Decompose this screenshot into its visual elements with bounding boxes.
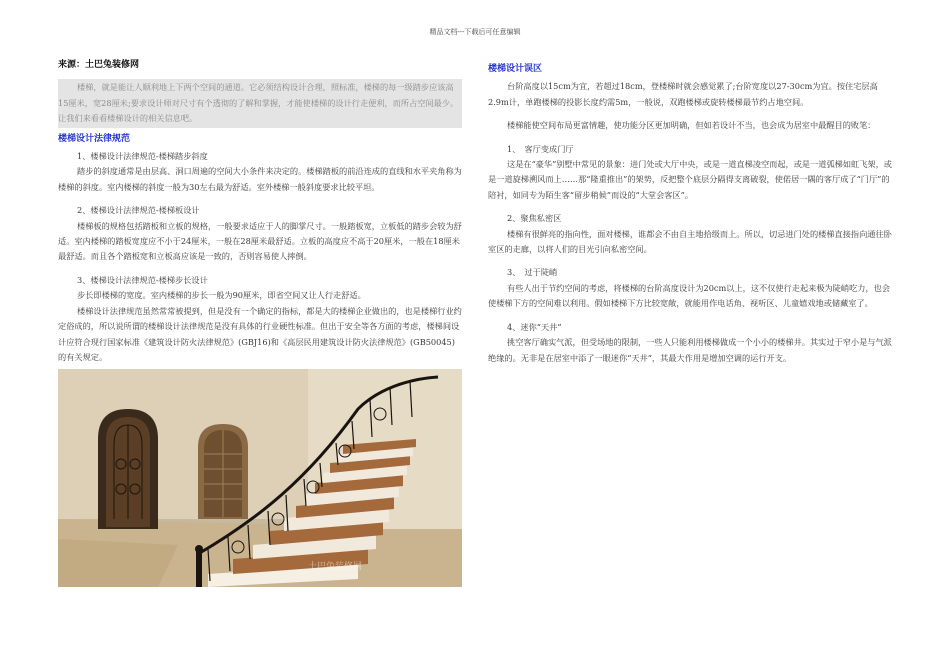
subsection-body-1: 踏步的斜度通常是由层高、洞口周遍的空间大小条件来决定的。楼梯踏板的前沿连成的直线和水平夹角称为楼梯的斜度。室内楼梯的斜度一般为30左右最为舒适。室外楼梯一般斜度要求比较平坦。 xyxy=(58,166,462,192)
mistake-title-3: 3、 过于陡峭 xyxy=(507,267,558,278)
subsection-body-3a: 步长即楼梯的宽度。室内楼梯的步长一般为90厘米，即省空间又让人行走舒适。 xyxy=(77,290,366,301)
subsection-title-2: 2、楼梯设计法律规范-楼梯板设计 xyxy=(77,205,200,216)
mistake-body-4: 挑空客厅确实气派，但受场地的限制，一些人只能利用楼梯做成一个小小的楼梯井。其实过于窄小是与气派绝缘的。无非是在居室中添了一眼迷你“天井”，其最大作用是增加空调的运行开支。 xyxy=(488,337,892,363)
subsection-title-1: 1、楼梯设计法律规范-楼梯踏步斜度 xyxy=(77,151,208,162)
mistakes-paragraph-1: 台阶高度以15cm为宜，若超过18cm，登楼梯时就会感觉累了;台阶宽度以27-30cm为宜。按住宅层高2.9m计，单跑楼梯的投影长度约需5m，一般说，双跑楼梯或旋转楼梯最节约占地空间。 xyxy=(488,81,878,107)
intro-paragraph: 楼梯，就是能让人顺利地上下两个空间的通道。它必须结构设计合理，照标准，楼梯的每一级踏步应该高15厘米，宽28厘米;要求设计师对尺寸有个透彻的了解和掌握，才能使楼梯的设计行走便利，而所占空间最少。让我们来看看楼梯设计的相关信息吧。 xyxy=(58,79,462,127)
subsection-body-2: 楼梯板的规格包括踏板和立板的规格，一般要求适应于人的脚掌尺寸。一般踏板宽，立板低的踏步会较为舒适。室内楼梯的踏板宽度应不小于24厘米，一般在28厘米最舒适。立板的高度应不高于20厘米，一般在18厘米最舒适。而且各个踏板宽和立板高应该是一致的，否则容易使人摔倒。 xyxy=(58,220,462,262)
mistake-title-1: 1、 客厅变成门厅 xyxy=(507,143,574,154)
section-heading-mistakes: 楼梯设计误区 xyxy=(488,64,543,74)
left-column xyxy=(58,58,462,587)
staircase-photo xyxy=(58,369,462,587)
right-column xyxy=(488,58,892,366)
subsection-title-3: 3、楼梯设计法律规范-楼梯步长设计 xyxy=(77,274,208,285)
mistake-body-1: 这是在“豪华”别墅中常见的景象：进门处或大厅中央，或是一道直梯凌空而起，或是一道弧梯如虹飞架，或是一道旋梯溯风而上……那“隆重推出”的架势，反把整个底层分隔得支离破裂，使偌居一隅的客厅成了“门厅”的陪衬，如同专为陌生客“留步稍候”而设的“大堂会客区”。 xyxy=(488,159,892,200)
mistakes-paragraph-2: 楼梯能使空间布局更富情趣，使功能分区更加明确，但如若设计不当，也会成为居室中最醒目的败笔： xyxy=(507,120,876,131)
photo-watermark: 土巴兔装修网 xyxy=(308,562,363,573)
section-heading-regulations: 楼梯设计法律规范 xyxy=(58,133,131,144)
staircase-illustration xyxy=(58,369,462,587)
subsection-body-3b: 楼梯设计法律规范虽然常常被提到，但是没有一个确定的指标，都是大的楼梯企业做出的，也是楼梯行业约定俗成的，所以说所谓的楼梯设计法律规范是没有具体的行业硬性标准。但出于安全等各方面的考虑，楼梯间设计应符合现行国家标准《建筑设计防火法律规范》(GBJ16)和《高层民用建筑设计防火法律规范》(GB50045)的有关规定。 xyxy=(58,305,462,362)
mistake-body-2: 楼梯有很鲜亮的指向性，面对楼梯，谁都会不由自主地拾级而上。所以，切忌进门处的楼梯直接指向通往卧室区的走廊，以将人们的目光引向私密空间。 xyxy=(488,228,892,255)
mistake-body-3: 有些人出于节约空间的考虑，将楼梯的台阶高度设计为20cm以上，这不仅使行走起来极为陡峭吃力，也会使楼梯下方的空间难以利用。假如楼梯下方比较宽敞，就能用作电话角、视听区、儿童嬉戏地或储藏室了。 xyxy=(488,282,891,309)
header-note: 精品文档---下载后可任意编辑 xyxy=(429,28,521,36)
mistake-title-4: 4、迷你“天井” xyxy=(507,321,562,332)
source-line: 来源：土巴兔装修网 xyxy=(58,60,140,70)
mistake-title-2: 2、聚焦私密区 xyxy=(507,213,562,224)
